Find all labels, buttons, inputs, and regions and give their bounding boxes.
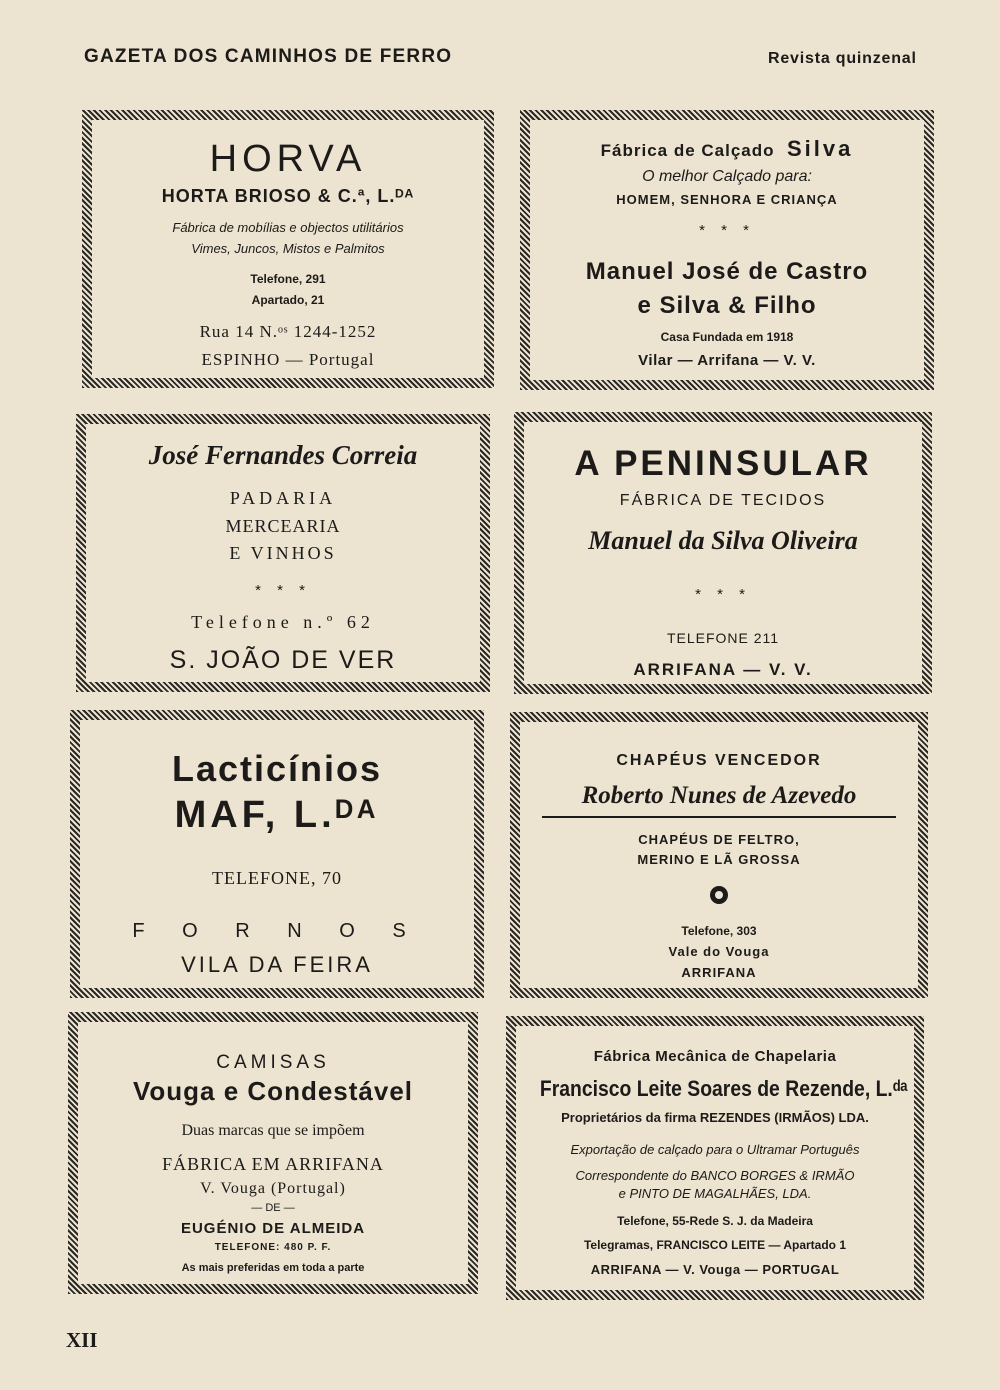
correia-l2: MERCEARIA <box>225 516 341 536</box>
rezende-l1: Fábrica Mecânica de Chapelaria <box>593 1048 837 1065</box>
silva-brand: Silva <box>786 136 854 161</box>
horva-desc1: Fábrica de mobílias e objectos utilitários <box>172 220 404 235</box>
horva-city: ESPINHO — Portugal <box>201 350 375 369</box>
peninsular-phone: TELEFONE 211 <box>666 630 780 646</box>
ad-horva <box>82 110 494 388</box>
rezende-l4: Exportação de calçado para o Ultramar Português <box>570 1142 860 1157</box>
ad-peninsular <box>514 412 932 694</box>
journal-title: GAZETA DOS CAMINHOS DE FERRO <box>84 46 453 67</box>
rezende-l9: ARRIFANA — V. Vouga — PORTUGAL <box>590 1262 840 1277</box>
silva-heading <box>530 136 924 162</box>
vencedor-rule <box>542 816 896 818</box>
peninsular-name: A PENINSULAR <box>574 444 872 483</box>
correia-phone: Telefone n.º 62 <box>191 612 375 632</box>
ad-vencedor <box>510 712 928 998</box>
rezende-l8: Telegramas, FRANCISCO LEITE — Apartado 1 <box>583 1238 847 1252</box>
peninsular-owner: Manuel da Silva Oliveira <box>588 526 858 555</box>
camisas-l8: TELEFONE: 480 P. F. <box>214 1242 332 1253</box>
silva-line1: Fábrica de Calçado <box>600 141 775 160</box>
vencedor-owner: Roberto Nunes de Azevedo <box>581 782 857 809</box>
camisas-l1: CAMISAS <box>216 1052 330 1073</box>
correia-name: José Fernandes Correia <box>148 440 418 470</box>
rezende-l5: Correspondente do BANCO BORGES & IRMÃO <box>575 1168 855 1183</box>
maf-l1: Lacticínios <box>171 748 383 789</box>
maf-l4: VILA DA FEIRA <box>181 952 373 977</box>
vencedor-l1: CHAPÉUS DE FELTRO, <box>638 832 800 847</box>
correia-stars: * * * <box>255 582 311 599</box>
maf-phone: TELEFONE, 70 <box>212 868 342 888</box>
horva-desc2: Vimes, Juncos, Mistos e Palmitos <box>191 241 385 256</box>
correia-place: S. JOÃO DE VER <box>169 646 397 674</box>
silva-owner2: e Silva & Filho <box>637 292 817 319</box>
peninsular-kind: FÁBRICA DE TECIDOS <box>619 492 827 509</box>
ad-camisas <box>68 1012 478 1294</box>
rezende-l6: e PINTO DE MAGALHÃES, LDA. <box>618 1186 812 1201</box>
camisas-l7: EUGÉNIO DE ALMEIDA <box>180 1220 366 1237</box>
vencedor-phone: Telefone, 303 <box>681 924 757 938</box>
ad-correia <box>76 414 490 692</box>
journal-subtitle: Revista quinzenal <box>768 50 917 67</box>
silva-owner1: Manuel José de Castro <box>585 258 869 285</box>
swirl-ornament-icon <box>710 886 728 904</box>
vencedor-title: CHAPÉUS VENCEDOR <box>616 752 822 769</box>
horva-company: HORTA BRIOSO & C.ª, L.ᴰᴬ <box>161 186 415 206</box>
vencedor-ornament <box>520 886 918 909</box>
ad-rezende <box>506 1016 924 1300</box>
camisas-l3: Duas marcas que se impõem <box>181 1122 365 1139</box>
silva-founded: Casa Fundada em 1918 <box>660 330 794 344</box>
maf-l2: MAF, L.ᴰᴬ <box>174 794 380 836</box>
camisas-l5: V. Vouga (Portugal) <box>200 1180 346 1197</box>
silva-place: Vilar — Arrifana — V. V. <box>638 352 816 369</box>
camisas-l6: — DE — <box>251 1202 295 1214</box>
horva-name: HORVA <box>209 138 367 180</box>
horva-phone: Telefone, 291 <box>250 272 326 286</box>
camisas-l2: Vouga e Condestável <box>132 1076 414 1106</box>
camisas-l4: FÁBRICA EM ARRIFANA <box>162 1154 384 1174</box>
horva-street: Rua 14 N.ᵒˢ 1244-1252 <box>199 322 377 341</box>
rezende-l7: Telefone, 55-Rede S. J. da Madeira <box>617 1214 813 1228</box>
vencedor-l3: Vale do Vouga <box>668 944 770 959</box>
vencedor-l4: ARRIFANA <box>681 965 757 980</box>
rezende-l3: Proprietários da firma REZENDES (IRMÃOS) LDA. <box>561 1110 869 1125</box>
horva-box: Apartado, 21 <box>251 293 325 307</box>
ad-maf <box>70 710 484 998</box>
camisas-l9: As mais preferidas em toda a parte <box>181 1262 365 1274</box>
correia-l1: PADARIA <box>229 488 337 508</box>
rezende-l2: Francisco Leite Soares de Rezende, L.ᵈᵃ <box>539 1076 908 1101</box>
ad-silva <box>520 110 934 390</box>
maf-l3: F O R N O S <box>132 920 422 942</box>
peninsular-place: ARRIFANA — V. V. <box>633 660 813 679</box>
silva-stars: * * * <box>699 222 755 239</box>
silva-tag2: HOMEM, SENHORA E CRIANÇA <box>616 192 838 207</box>
silva-tag: O melhor Calçado para: <box>642 168 812 185</box>
vencedor-l2: MERINO E LÃ GROSSA <box>637 852 801 867</box>
correia-l3: E VINHOS <box>229 543 337 563</box>
page-number: XII <box>66 1328 98 1352</box>
peninsular-stars: * * * <box>695 586 751 603</box>
